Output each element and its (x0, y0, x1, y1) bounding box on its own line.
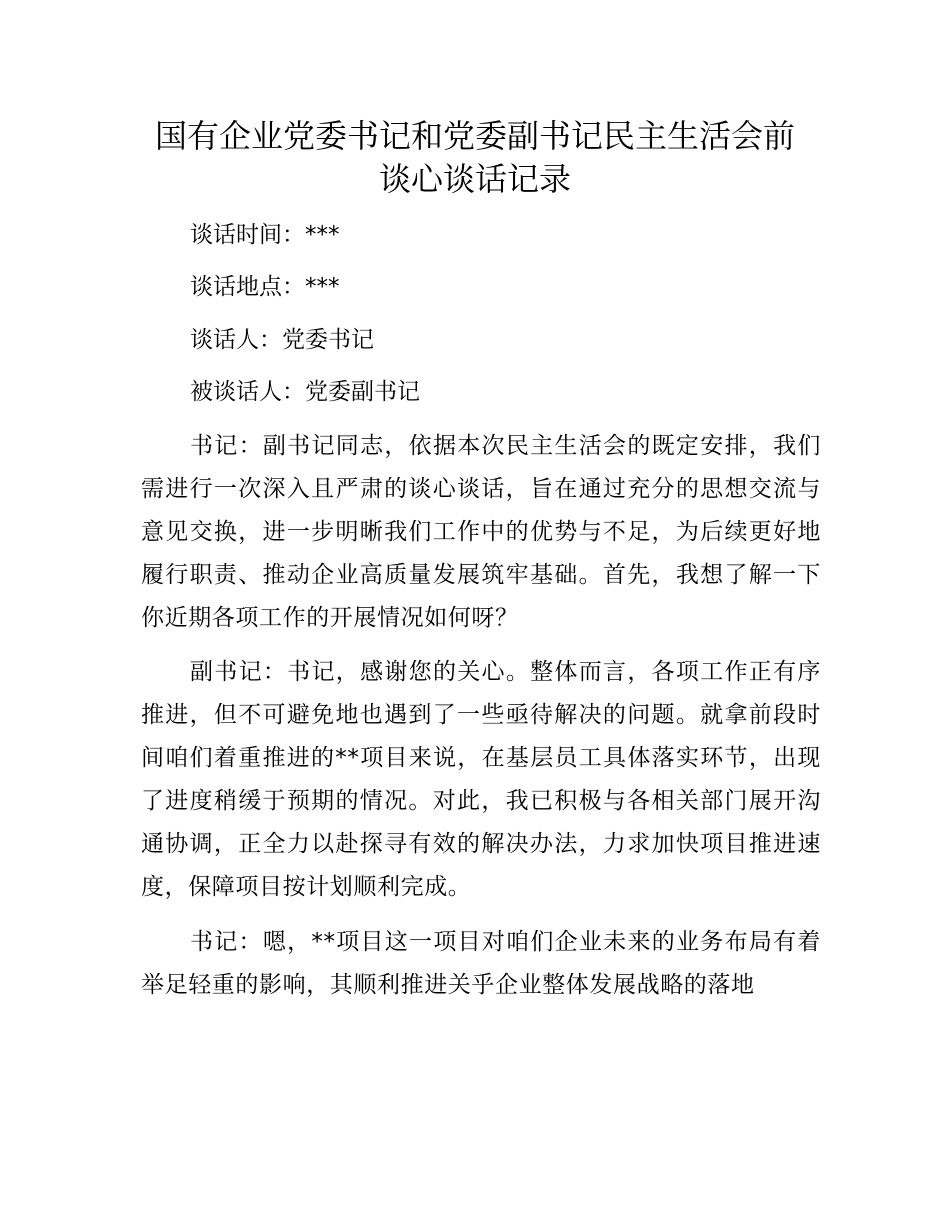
document-title-line-1: 国有企业党委书记和党委副书记民主生活会前 (154, 117, 795, 155)
dialogue-paragraph: 书记：嗯，**项目这一项目对咱们企业未来的业务布局有着举足轻重的影响，其顺利推进关乎企业整体发展战略的落地 (141, 929, 821, 998)
meta-talk-time: 谈话时间：*** (190, 222, 340, 248)
document-title-line-2: 谈心谈话记录 (378, 160, 571, 198)
dialogue-paragraph: 书记：副书记同志，依据本次民主生活会的既定安排，我们需进行一次深入且严肃的谈心谈话，旨在通过充分的思想交流与意见交换，进一步明晰我们工作中的优势与不足，为后续更好地履行职责、推动企业高质量发展筑牢基础。首先，我想了解一下你近期各项工作的开展情况如何呀？ (141, 433, 821, 631)
dialogue-paragraph: 副书记：书记，感谢您的关心。整体而言，各项工作正有序推进，但不可避免地也遇到了一些亟待解决的问题。就拿前段时间咱们着重推进的**项目来说，在基层员工具体落实环节，出现了进度稍缓于预期的情况。对此，我已积极与各相关部门展开沟通协调，正全力以赴探寻有效的解决办法，力求加快项目推进速度，保障项目按计划顺利完成。 (141, 659, 821, 900)
meta-talk-place: 谈话地点：*** (190, 274, 340, 300)
meta-speaker: 谈话人：党委书记 (190, 327, 374, 353)
meta-listener: 被谈话人：党委副书记 (190, 379, 420, 405)
